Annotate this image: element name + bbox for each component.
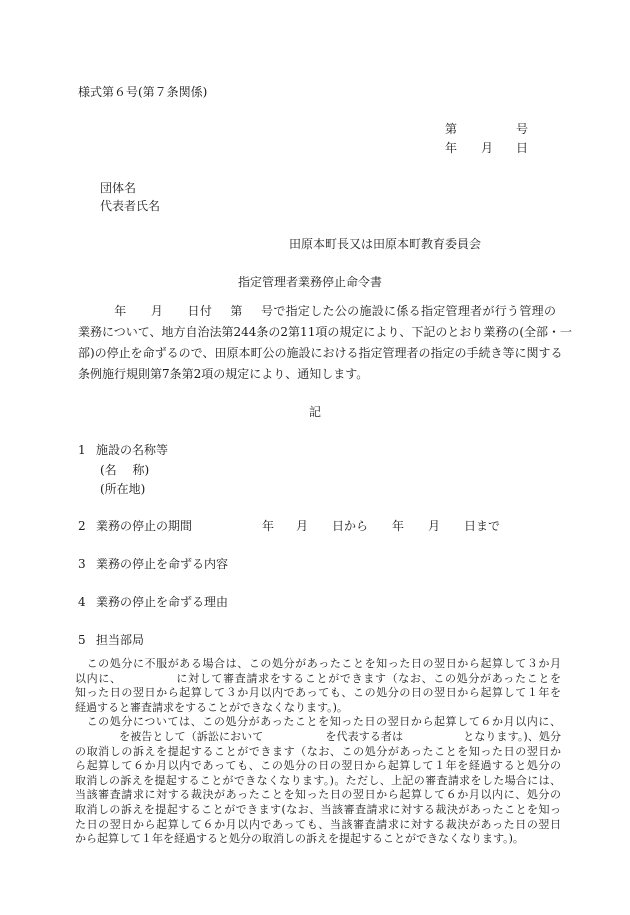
doc-number-prefix: 第 [445, 122, 458, 136]
notice-1-line-1 [75, 657, 561, 672]
doc-date-year: 年 [445, 141, 458, 155]
doc-date-month: 月 [481, 141, 494, 155]
item-1-name: (名 称) [100, 463, 150, 477]
notice-2-line-1 [75, 715, 561, 730]
recipient-org: 団体名 [100, 181, 137, 195]
body-year: 年 [114, 304, 127, 318]
body-paragraph [78, 301, 573, 385]
body-line-1-text: 号で指定した公の施設に係る指定管理者が行う管理の [260, 304, 556, 318]
notice-1-line-2-b: に対して審査請求をすることができます（なお、この処分があったことを [175, 671, 562, 685]
ki-heading: 記 [309, 405, 322, 419]
notice-1-line-2 [75, 672, 561, 687]
notice-2-line-2-c: となります。)、処分 [463, 729, 562, 743]
notice-2-line-7: 取消しの訴えを提起することができます(なお、当該審査請求に対する裁決があったことを知っ [75, 802, 561, 816]
body-line-4: 条例施行規則第7条第2項の規定により、通知します。 [78, 367, 369, 381]
notice-1-line-2-a: 以内に、 [75, 671, 122, 685]
notice-2-line-2 [75, 730, 561, 745]
notice-1-line-1-text: この処分に不服がある場合は、この処分があったことを知った日の翌日から起算して３か月 [86, 657, 561, 670]
item-2-start-month: 月 [296, 519, 309, 533]
item-1-label: 施設の名称等 [96, 443, 169, 457]
item-2-start-day: 日から [332, 519, 369, 533]
notice-2-line-9: から起算して１年を経過すると処分の取消しの訴えを提起することができなくなります。)。 [75, 832, 524, 846]
item-2-start-year: 年 [262, 519, 275, 533]
body-date-suffix: 日付 [187, 304, 213, 318]
body-number-prefix: 第 [230, 304, 243, 318]
issuer: 田原本町長又は田原本町教育委員会 [289, 237, 482, 251]
notice-2-line-8: た日の翌日から起算して６か月以内であっても、当該審査請求に対する裁決があった日の翌日 [75, 817, 561, 831]
body-line-3: 部)の停止を命ずるので、田原本町公の施設における指定管理者の指定の手続き等に関する [78, 346, 563, 360]
notice-2-line-3: の取消しの訴えを提起することができます（なお、この処分があったことを知った日の翌日か [75, 744, 561, 758]
item-3-label: 業務の停止を命ずる内容 [96, 557, 229, 571]
doc-number-suffix: 号 [516, 122, 529, 136]
item-3-number: 3 [78, 557, 86, 571]
recipient-representative: 代表者氏名 [100, 199, 161, 213]
item-2-end-month: 月 [428, 519, 441, 533]
item-1-location: (所在地) [100, 482, 146, 496]
notice-2-line-4: ら起算して６か月以内であっても、この処分の日の翌日から起算して１年を経過すると処分の [75, 759, 561, 773]
item-5-number: 5 [78, 633, 86, 647]
document-title: 指定管理者業務停止命令書 [238, 275, 383, 289]
item-2-end-day: 日まで [464, 519, 501, 533]
notice-2-line-6: 当該審査請求に対する裁決があったことを知った日の翌日から起算して６か月以内に、処分の [75, 788, 561, 802]
appeal-notice [75, 657, 561, 847]
item-1-number: 1 [78, 443, 86, 457]
body-line-1 [78, 301, 556, 322]
notice-2-line-2-b: を代表する者は [325, 729, 404, 743]
notice-1-line-4: 経過すると審査請求をすることができなくなります。)。 [75, 700, 348, 714]
notice-2-line-2-a: を被告として（訴訟において [119, 729, 264, 743]
doc-date-day: 日 [516, 141, 529, 155]
item-2-number: 2 [78, 519, 86, 533]
body-month: 月 [150, 304, 164, 318]
body-line-2: 業務について、地方自治法第244条の2第11項の規定により、下記のとおり業務の(全部・一 [78, 325, 573, 339]
form-label: 様式第６号(第７条関係) [78, 85, 208, 99]
notice-2-line-5: 取消しの訴えを提起することができなくなります。)。ただし、上記の審査請求をした場合には、 [75, 773, 561, 787]
item-4-label: 業務の停止を命ずる理由 [96, 595, 229, 609]
item-2-end-year: 年 [392, 519, 405, 533]
item-5-label: 担当部局 [96, 633, 145, 647]
item-4-number: 4 [78, 595, 86, 609]
notice-1-line-3: 知った日の翌日から起算して３か月以内であっても、この処分の日の翌日から起算して１年を [75, 686, 561, 700]
item-2-label: 業務の停止の期間 [96, 519, 193, 533]
notice-2-line-1-text: この処分については、この処分があったことを知った日の翌日から起算して６か月以内に、 [86, 715, 561, 729]
